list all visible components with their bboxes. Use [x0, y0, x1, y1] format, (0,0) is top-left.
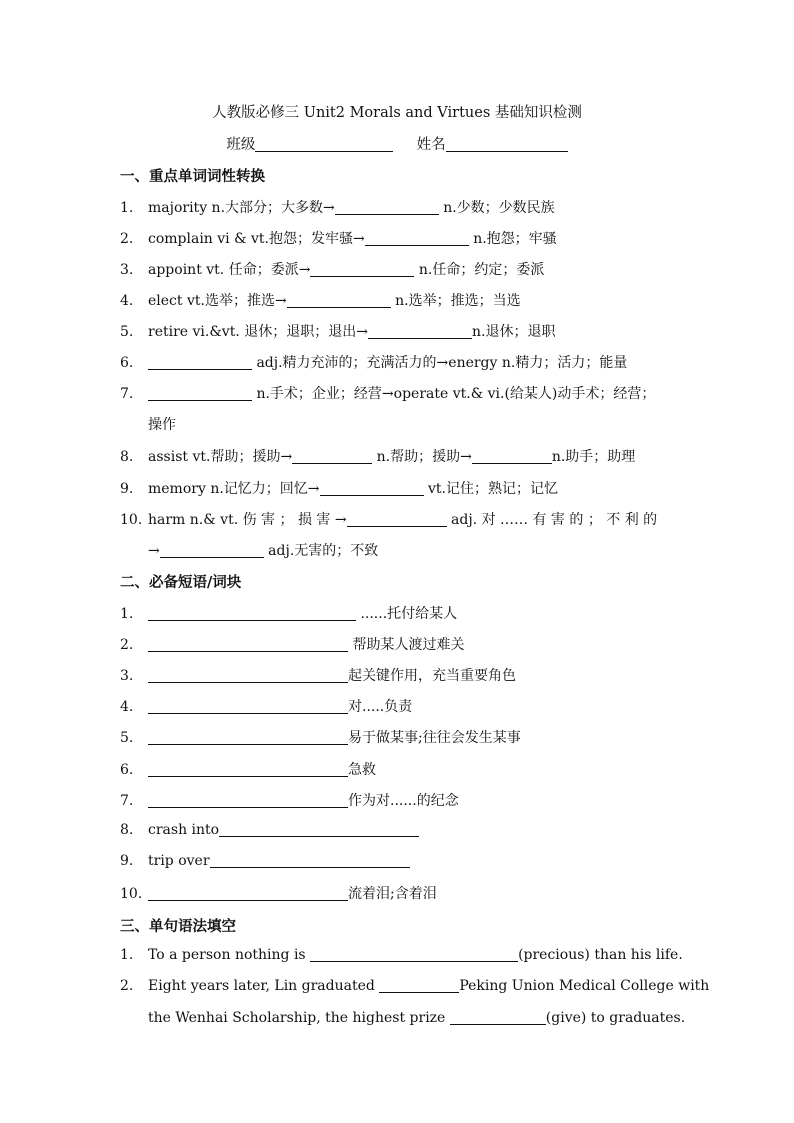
vocab-item — [120, 352, 676, 372]
section-title-phrases: 二、必备短语/词块 — [120, 574, 242, 591]
answer-blank[interactable] — [148, 729, 348, 745]
item-number: 9. — [120, 853, 134, 869]
answer-blank[interactable] — [160, 542, 264, 558]
item-text: n.退休；退职 — [471, 324, 556, 340]
item-text: n.帮助；援助→ — [372, 449, 472, 465]
name-label: 姓名 — [416, 137, 446, 153]
answer-blank[interactable] — [292, 448, 372, 464]
item-number: 3. — [120, 262, 134, 278]
item-text: assist vt.帮助；援助→ — [148, 449, 293, 465]
item-text: adj.精力充沛的；充满活力的→energy n.精力；活力；能量 — [252, 355, 628, 371]
phrase-item — [120, 852, 676, 869]
item-number: 10. — [120, 886, 143, 902]
item-text: ......托付给某人 — [356, 606, 458, 622]
item-text: n.选举；推选；当选 — [390, 293, 521, 309]
vocab-item — [120, 509, 676, 529]
name-blank[interactable] — [446, 135, 568, 152]
item-text: Eight years later, Lin graduated — [148, 978, 380, 994]
item-text: trip over — [148, 853, 210, 869]
vocab-item — [120, 446, 676, 466]
answer-blank[interactable] — [347, 511, 447, 527]
item-number: 2. — [120, 978, 134, 994]
item-number: 10. — [120, 512, 143, 528]
vocab-item — [120, 259, 676, 279]
answer-blank[interactable] — [219, 821, 419, 837]
answer-blank[interactable] — [472, 448, 552, 464]
item-number: 1. — [120, 947, 134, 963]
answer-blank[interactable] — [148, 792, 348, 808]
student-info — [0, 133, 794, 154]
item-text: To a person nothing is — [148, 947, 311, 963]
answer-blank[interactable] — [148, 385, 252, 401]
phrase-item — [120, 821, 676, 838]
vocab-item-continuation: 操作 — [148, 417, 176, 433]
grammar-item — [120, 946, 683, 963]
vocab-item — [120, 321, 676, 341]
answer-blank[interactable] — [210, 852, 410, 868]
answer-blank[interactable] — [148, 354, 252, 370]
item-text: Peking Union Medical College with — [459, 978, 710, 994]
item-text: n.抱怨；牢骚 — [468, 231, 557, 247]
item-number: 4. — [120, 699, 134, 715]
item-text: crash into — [148, 822, 220, 838]
answer-blank[interactable] — [148, 761, 348, 777]
phrase-item — [120, 883, 676, 903]
worksheet-title: 人教版必修三 Unit2 Morals and Virtues 基础知识检测 — [212, 105, 582, 121]
item-text: 易于做某事;往往会发生某事 — [348, 730, 521, 746]
item-text: 作为对......的纪念 — [348, 793, 459, 809]
section-title-grammar: 三、单句语法填空 — [120, 918, 236, 935]
grammar-item — [120, 977, 710, 994]
item-text: 起关键作用，充当重要角色 — [348, 668, 516, 684]
item-number: 9. — [120, 481, 134, 497]
item-text: n.少数；少数民族 — [438, 200, 555, 216]
vocab-item — [120, 228, 676, 248]
phrase-item — [120, 727, 676, 747]
item-text: complain vi & vt.抱怨；发牢骚→ — [148, 231, 365, 247]
item-text: adj. 对 …… 有 害 的 ； 不 利 的 — [446, 512, 658, 528]
answer-blank[interactable] — [148, 698, 348, 714]
item-text: n.任命；约定；委派 — [414, 262, 545, 278]
vocab-item-continuation — [148, 540, 378, 560]
item-number: 2. — [120, 637, 134, 653]
answer-blank[interactable] — [335, 199, 439, 215]
item-text: n.助手；助理 — [551, 449, 636, 465]
item-number: 8. — [120, 449, 134, 465]
answer-blank[interactable] — [379, 977, 459, 993]
item-text: retire vi.&vt. 退休；退职；退出→ — [148, 324, 368, 340]
item-text: 流着泪;含着泪 — [348, 886, 437, 902]
answer-blank[interactable] — [148, 636, 348, 652]
item-text: elect vt.选举；推选→ — [148, 293, 287, 309]
item-text: 对.....负责 — [348, 699, 413, 715]
class-blank[interactable] — [255, 135, 393, 152]
phrase-item — [120, 665, 676, 685]
item-text: n.手术；企业；经营→operate vt.& vi.(给某人)动手术；经营； — [252, 386, 656, 402]
vocab-item — [120, 290, 676, 310]
item-text: vt.记住；熟记；记忆 — [423, 481, 558, 497]
item-number: 4. — [120, 293, 134, 309]
phrase-item — [120, 759, 676, 779]
answer-blank[interactable] — [148, 667, 348, 683]
item-number: 1. — [120, 200, 134, 216]
item-number: 7. — [120, 386, 134, 402]
item-text: → — [148, 543, 160, 559]
phrase-item — [120, 790, 676, 810]
answer-blank[interactable] — [365, 230, 469, 246]
grammar-item-continuation — [148, 1009, 685, 1026]
item-text: 帮助某人渡过难关 — [348, 637, 465, 653]
answer-blank[interactable] — [310, 946, 518, 962]
answer-blank[interactable] — [320, 480, 424, 496]
answer-blank[interactable] — [148, 605, 356, 621]
item-number: 5. — [120, 730, 134, 746]
item-text: (give) to graduates. — [545, 1010, 686, 1026]
item-number: 6. — [120, 355, 134, 371]
item-text: appoint vt. 任命；委派→ — [148, 262, 311, 278]
answer-blank[interactable] — [368, 323, 472, 339]
item-number: 6. — [120, 762, 134, 778]
answer-blank[interactable] — [287, 292, 391, 308]
item-text: memory n.记忆力；回忆→ — [148, 481, 320, 497]
answer-blank[interactable] — [450, 1009, 546, 1025]
phrase-item — [120, 696, 676, 716]
item-text: the Wenhai Scholarship, the highest prize — [148, 1010, 450, 1026]
item-text: adj.无害的；不致 — [263, 543, 379, 559]
item-text: 急救 — [348, 762, 376, 778]
section-title-vocab: 一、重点单词词性转换 — [120, 168, 265, 185]
answer-blank[interactable] — [148, 885, 348, 901]
item-number: 1. — [120, 606, 134, 622]
class-label: 班级 — [226, 137, 256, 153]
vocab-item — [120, 383, 676, 403]
item-number: 8. — [120, 822, 134, 838]
answer-blank[interactable] — [310, 261, 414, 277]
item-number: 7. — [120, 793, 134, 809]
item-text: majority n.大部分；大多数→ — [148, 200, 335, 216]
vocab-item — [120, 478, 676, 498]
item-text: (precious) than his life. — [518, 947, 683, 963]
item-number: 2. — [120, 231, 134, 247]
item-text: harm n.& vt. 伤 害 ； 损 害 → — [148, 512, 347, 528]
phrase-item — [120, 603, 676, 623]
item-number: 3. — [120, 668, 134, 684]
item-number: 5. — [120, 324, 134, 340]
phrase-item — [120, 634, 676, 654]
vocab-item — [120, 197, 676, 217]
